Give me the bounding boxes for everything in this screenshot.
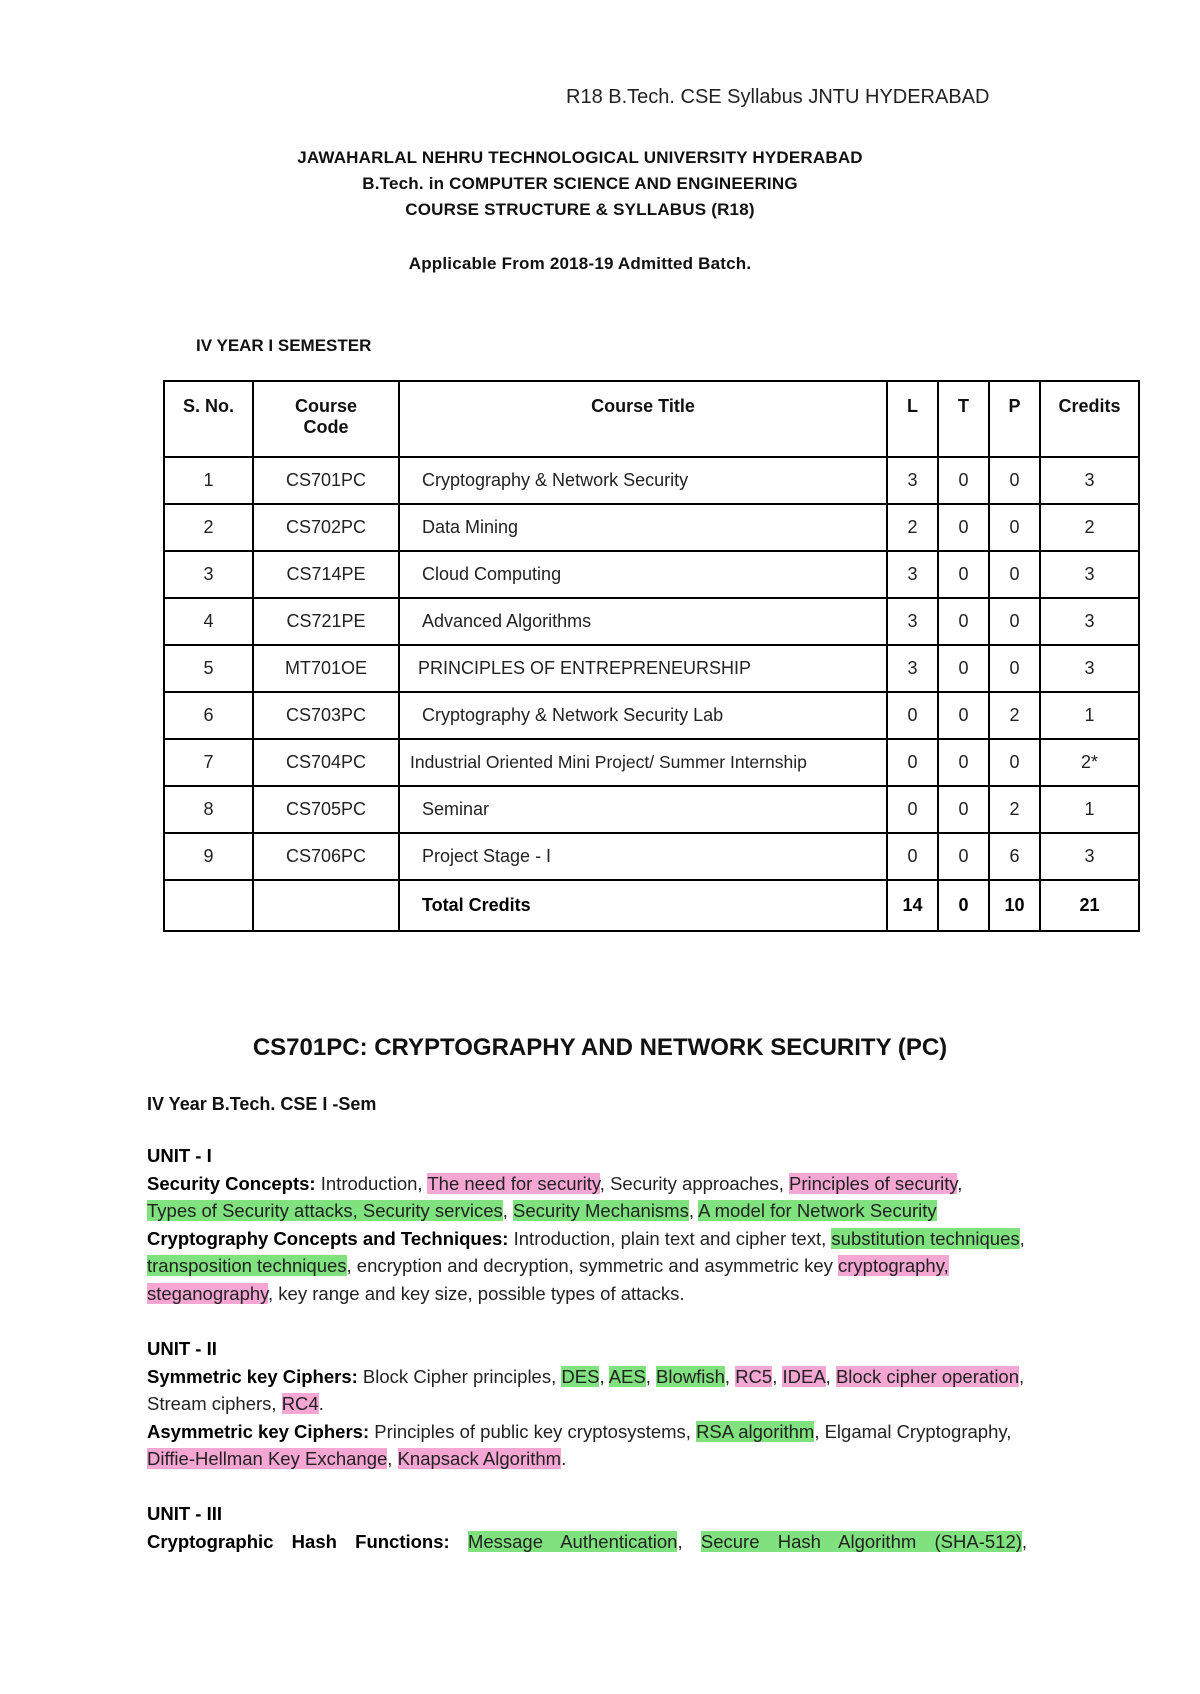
subject-title: CS701PC: CRYPTOGRAPHY AND NETWORK SECURITY (PC) [252, 1034, 948, 1061]
text: , key range and key size, possible types of attacks. [268, 1282, 685, 1304]
total-credits: 21 [1040, 880, 1139, 931]
cell-title: Advanced Algorithms [399, 598, 887, 645]
text: , encryption and decryption, symmetric and asymmetric key [346, 1255, 838, 1276]
cell-p: 2 [989, 786, 1040, 833]
text: . [318, 1393, 324, 1414]
cell-credits: 3 [1040, 551, 1139, 598]
highlight-green: Message Authentication [467, 1530, 678, 1552]
table-row [164, 786, 1139, 833]
highlight-pink: IDEA [782, 1365, 826, 1387]
cell-credits: 3 [1040, 457, 1139, 504]
highlight-pink: Block cipher operation [835, 1365, 1020, 1387]
highlight-green: Types of Security attacks, Security services [147, 1200, 503, 1221]
col-p: P [989, 381, 1040, 457]
highlight-green: AES [608, 1365, 646, 1387]
text: , Security approaches, [599, 1172, 790, 1194]
cell-code: CS705PC [253, 786, 399, 833]
cell-title: Project Stage - I [399, 833, 887, 880]
topic-label: Asymmetric key Ciphers: [147, 1420, 370, 1442]
highlight-green: DES [561, 1365, 600, 1387]
university-name: JAWAHARLAL NEHRU TECHNOLOGICAL UNIVERSITY HYDERABAD [297, 148, 863, 167]
cell-t: 0 [938, 598, 989, 645]
unit-heading: UNIT - III [147, 1503, 223, 1524]
cell-code: CS701PC [253, 457, 399, 504]
cell-sno: 6 [164, 692, 253, 739]
unit-paragraph [147, 1418, 1027, 1473]
cell-title: Seminar [399, 786, 887, 833]
highlight-pink: RC5 [735, 1365, 773, 1387]
cell-sno: 3 [164, 551, 253, 598]
topic-label: Cryptography Concepts and Techniques: [147, 1227, 509, 1249]
cell-sno: 5 [164, 645, 253, 692]
cell-credits: 3 [1040, 645, 1139, 692]
text: , [677, 1530, 683, 1552]
total-t: 0 [938, 880, 989, 931]
table-row [164, 457, 1139, 504]
structure-title: COURSE STRUCTURE & SYLLABUS (R18) [405, 200, 755, 219]
text: Introduction, plain text and cipher text, [508, 1227, 832, 1249]
cell-t: 0 [938, 692, 989, 739]
cell-l: 3 [887, 598, 938, 645]
cell-title: Cloud Computing [399, 551, 887, 598]
text: Block Cipher principles, [357, 1365, 562, 1387]
col-sno: S. No. [164, 381, 253, 457]
unit-paragraph [147, 1170, 1027, 1225]
text: Principles of public key cryptosystems, [369, 1420, 697, 1442]
text: , [772, 1365, 783, 1387]
cell-sno: 2 [164, 504, 253, 551]
cell-credits: 2* [1040, 739, 1139, 786]
text: , Stream ciphers, [147, 1365, 1025, 1414]
total-p: 10 [989, 880, 1040, 931]
cell-title: Cryptography & Network Security [399, 457, 887, 504]
cell-p: 2 [989, 692, 1040, 739]
highlight-pink: cryptography, steganography [147, 1255, 949, 1304]
unit-3 [147, 1500, 1027, 1555]
program-name: B.Tech. in COMPUTER SCIENCE AND ENGINEERING [362, 174, 798, 193]
cell-code: MT701OE [253, 645, 399, 692]
unit-heading: UNIT - II [147, 1338, 217, 1359]
cell-empty [253, 880, 399, 931]
text: , [724, 1365, 736, 1387]
cell-credits: 2 [1040, 504, 1139, 551]
cell-p: 0 [989, 457, 1040, 504]
text: , [825, 1365, 836, 1387]
highlight-green: A model for Network Security [698, 1200, 937, 1221]
topic-label: Security Concepts: [147, 1172, 316, 1194]
cell-code: CS704PC [253, 739, 399, 786]
cell-code: CS703PC [253, 692, 399, 739]
highlight-green: Security Mechanisms [513, 1200, 689, 1221]
cell-l: 3 [887, 551, 938, 598]
text: , [387, 1448, 398, 1469]
cell-l: 0 [887, 833, 938, 880]
text: , [1021, 1530, 1028, 1552]
col-l: L [887, 381, 938, 457]
highlight-green: transposition techniques [147, 1255, 347, 1276]
text: , [688, 1200, 699, 1221]
cell-t: 0 [938, 551, 989, 598]
highlight-pink: Knapsack Algorithm [397, 1448, 562, 1469]
unit-heading: UNIT - I [147, 1145, 212, 1166]
cell-t: 0 [938, 833, 989, 880]
col-credits: Credits [1040, 381, 1139, 457]
table-header-row [164, 381, 1139, 457]
total-row [164, 880, 1139, 931]
cell-l: 0 [887, 786, 938, 833]
cell-title: Data Mining [399, 504, 887, 551]
cell-t: 0 [938, 786, 989, 833]
course-structure-table [163, 380, 1140, 932]
text: , [599, 1365, 609, 1387]
text: , [645, 1365, 657, 1387]
topic-label: Symmetric key Ciphers: [147, 1365, 358, 1387]
col-code-line2: Code [303, 417, 349, 437]
cell-l: 3 [887, 645, 938, 692]
cell-title: Cryptography & Network Security Lab [399, 692, 887, 739]
unit-paragraph [147, 1363, 1027, 1418]
cell-credits: 1 [1040, 786, 1139, 833]
cell-credits: 1 [1040, 692, 1139, 739]
year-semester-line: IV Year B.Tech. CSE I -Sem [147, 1094, 377, 1114]
cell-code: CS714PE [253, 551, 399, 598]
unit-2 [147, 1335, 1027, 1473]
unit-1 [147, 1142, 1027, 1307]
cell-p: 0 [989, 504, 1040, 551]
cell-empty [164, 880, 253, 931]
cell-sno: 9 [164, 833, 253, 880]
highlight-pink: The need for security [427, 1172, 600, 1194]
unit-paragraph [147, 1528, 1027, 1556]
cell-code: CS721PE [253, 598, 399, 645]
col-course-code [253, 381, 399, 457]
cell-sno: 8 [164, 786, 253, 833]
cell-sno: 1 [164, 457, 253, 504]
cell-t: 0 [938, 739, 989, 786]
cell-code: CS702PC [253, 504, 399, 551]
table-row [164, 739, 1139, 786]
topic-label: Cryptographic Hash Functions: [147, 1530, 450, 1552]
text: , [957, 1172, 963, 1194]
cell-l: 3 [887, 457, 938, 504]
running-header: R18 B.Tech. CSE Syllabus JNTU HYDERABAD [566, 86, 990, 108]
highlight-pink: RC4 [281, 1393, 319, 1414]
cell-p: 0 [989, 645, 1040, 692]
text: , [502, 1200, 514, 1221]
text: , Elgamal Cryptography, [814, 1420, 1012, 1442]
highlight-green: RSA algorithm [696, 1420, 815, 1442]
cell-p: 0 [989, 551, 1040, 598]
cell-title: Industrial Oriented Mini Project/ Summer Internship [399, 739, 887, 786]
unit-paragraph [147, 1225, 1027, 1308]
table-row [164, 504, 1139, 551]
table-row [164, 692, 1139, 739]
cell-l: 0 [887, 739, 938, 786]
table-row [164, 833, 1139, 880]
highlight-green: Blowfish [656, 1365, 725, 1387]
col-course-title: Course Title [399, 381, 887, 457]
col-code-line1: Course [294, 396, 357, 416]
cell-t: 0 [938, 645, 989, 692]
table-row [164, 598, 1139, 645]
cell-l: 2 [887, 504, 938, 551]
table-row [164, 551, 1139, 598]
cell-credits: 3 [1040, 598, 1139, 645]
cell-l: 0 [887, 692, 938, 739]
cell-t: 0 [938, 457, 989, 504]
cell-sno: 7 [164, 739, 253, 786]
total-l: 14 [887, 880, 938, 931]
col-t: T [938, 381, 989, 457]
semester-label: IV YEAR I SEMESTER [196, 336, 372, 355]
text: . [561, 1448, 567, 1469]
highlight-green: substitution techniques [831, 1227, 1020, 1249]
cell-title: PRINCIPLES OF ENTREPRENEURSHIP [399, 645, 887, 692]
cell-code: CS706PC [253, 833, 399, 880]
cell-p: 0 [989, 598, 1040, 645]
table-row [164, 645, 1139, 692]
highlight-green: Secure Hash Algorithm (SHA-512) [700, 1530, 1022, 1552]
text: , [1019, 1227, 1025, 1249]
highlight-pink: Diffie-Hellman Key Exchange [147, 1448, 388, 1469]
total-label: Total Credits [399, 880, 887, 931]
text: Introduction, [315, 1172, 428, 1194]
applicable-batch: Applicable From 2018-19 Admitted Batch. [408, 254, 752, 273]
cell-credits: 3 [1040, 833, 1139, 880]
cell-p: 0 [989, 739, 1040, 786]
cell-p: 6 [989, 833, 1040, 880]
highlight-pink: Principles of security [789, 1172, 958, 1194]
cell-t: 0 [938, 504, 989, 551]
cell-sno: 4 [164, 598, 253, 645]
